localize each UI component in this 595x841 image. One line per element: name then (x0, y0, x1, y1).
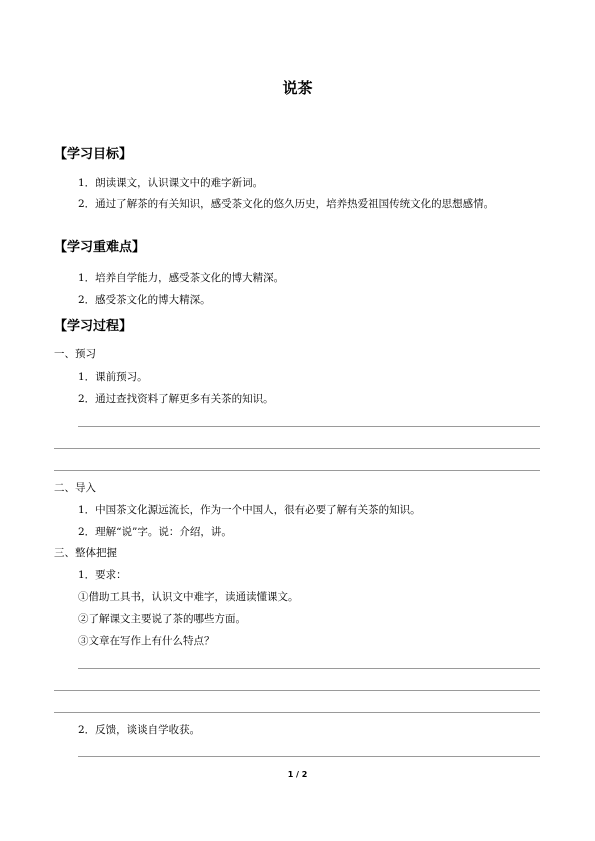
answer-line (78, 426, 540, 427)
answer-line (54, 712, 540, 713)
intro-item-2: 2．理解“说”字。说：介绍，讲。 (78, 526, 232, 538)
section-heading-goals: 【学习目标】 (54, 147, 133, 162)
preview-heading: 一、预习 (54, 348, 96, 360)
overall-requirement: 1．要求： (78, 569, 127, 581)
preview-item-2: 2．通过查找资料了解更多有关茶的知识。 (78, 393, 274, 405)
page-title: 说茶 (282, 79, 313, 97)
key-points-item-1: 1．培养自学能力，感受茶文化的博大精深。 (78, 272, 285, 284)
answer-line (54, 470, 540, 471)
overall-sub-item-1: ①借助工具书，认识文中难字，读通读懂课文。 (78, 591, 299, 603)
overall-sub-item-2: ②了解课文主要说了茶的哪些方面。 (78, 613, 246, 625)
answer-line (54, 690, 540, 691)
key-points-item-2: 2．感受茶文化的博大精深。 (78, 294, 211, 306)
overall-heading: 三、整体把握 (54, 547, 117, 559)
page-number: 1 / 2 (287, 770, 308, 779)
intro-item-1: 1．中国茶文化源远流长，作为一个中国人，很有必要了解有关茶的知识。 (78, 504, 421, 516)
goals-item-2: 2．通过了解茶的有关知识，感受茶文化的悠久历史，培养热爱祖国传统文化的思想感情。 (78, 198, 495, 210)
preview-item-1: 1．课前预习。 (78, 371, 148, 383)
overall-sub-item-3: ③文章在写作上有什么特点？ (78, 635, 215, 647)
answer-line (54, 448, 540, 449)
overall-feedback: 2．反馈，谈谈自学收获。 (78, 724, 201, 736)
section-heading-key-points: 【学习重难点】 (54, 240, 146, 255)
answer-line (78, 756, 540, 757)
answer-line (78, 668, 540, 669)
intro-heading: 二、导入 (54, 482, 96, 494)
section-heading-process: 【学习过程】 (54, 319, 133, 334)
goals-item-1: 1．朗读课文，认识课文中的难字新词。 (78, 177, 264, 189)
